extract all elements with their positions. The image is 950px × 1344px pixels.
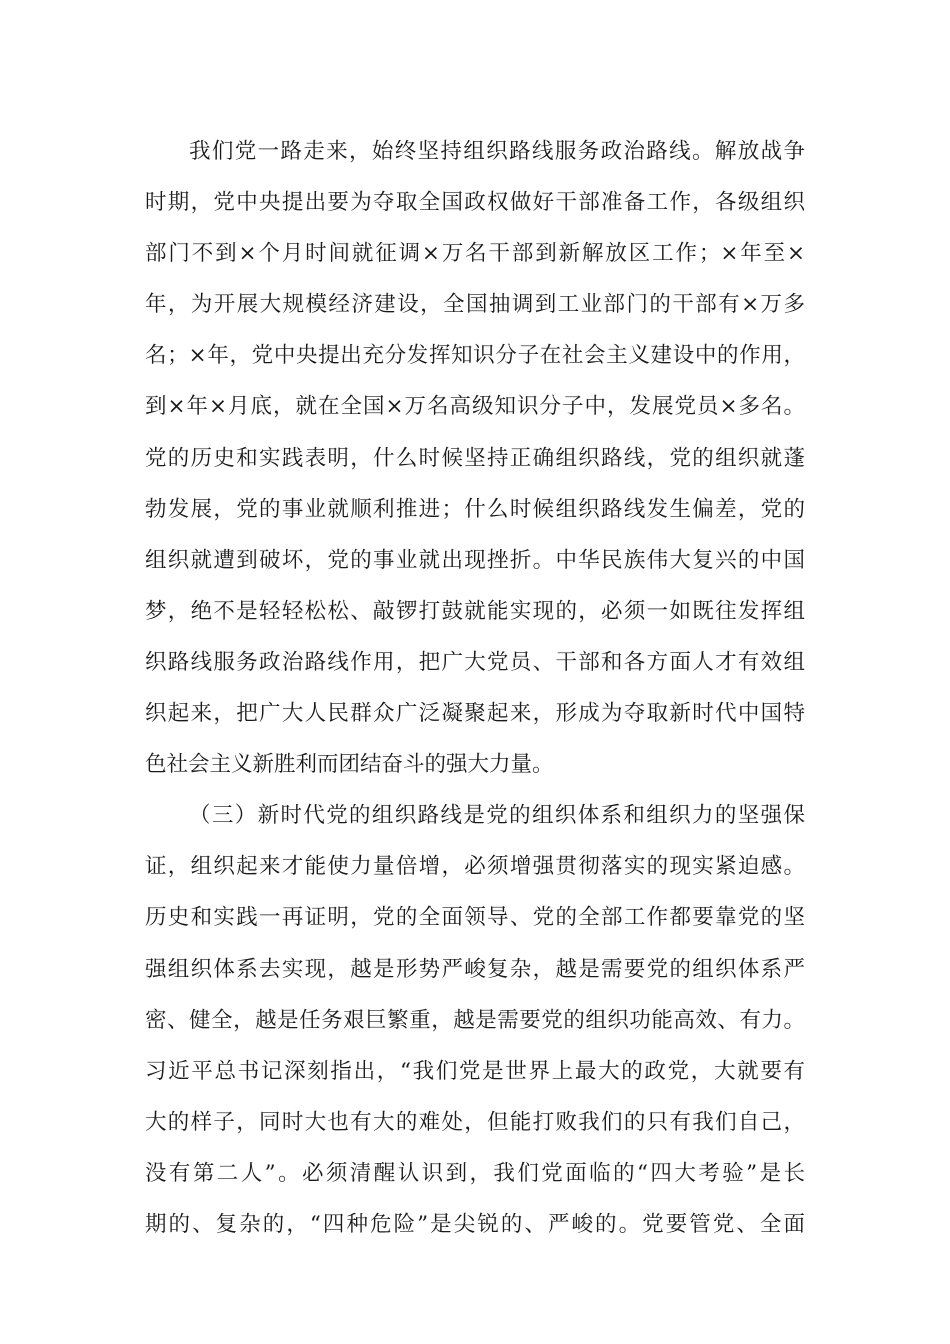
text-line: 组织就遭到破坏，党的事业就出现挫折。中华民族伟大复兴的中国 [145,547,805,573]
text-line: 梦，绝不是轻轻松松、敲锣打鼓就能实现的，必须一如既往发挥组 [145,598,805,624]
text-line: 织路线服务政治路线作用，把广大党员、干部和各方面人才有效组 [145,649,805,675]
text-line: （三）新时代党的组织路线是党的组织体系和组织力的坚强保 [189,803,805,829]
text-line: 时期，党中央提出要为夺取全国政权做好干部准备工作，各级组织 [145,190,805,216]
paragraph-history [145,132,805,796]
text-line: 党的历史和实践表明，什么时候坚持正确组织路线，党的组织就蓬 [145,445,805,471]
text-line: 勃发展，党的事业就顺利推进；什么时候组织路线发生偏差，党的 [145,496,805,522]
text-line: 我们党一路走来，始终坚持组织路线服务政治路线。解放战争 [189,139,805,164]
text-line: 年，为开展大规模经济建设，全国抽调到工业部门的干部有×万多 [145,292,805,318]
text-line: 强组织体系去实现，越是形势严峻复杂，越是需要党的组织体系严 [145,956,805,982]
text-line: 没有第二人”。必须清醒认识到，我们党面临的“四大考验”是长 [145,1160,805,1186]
text-line: 习近平总书记深刻指出，“我们党是世界上最大的政党，大就要有 [145,1058,805,1084]
paragraph-section-three [145,796,805,1256]
text-line: 部门不到×个月时间就征调×万名干部到新解放区工作；×年至× [145,241,805,267]
text-line: 密、健全，越是任务艰巨繁重，越是需要党的组织功能高效、有力。 [145,1007,805,1033]
text-line: 证，组织起来才能使力量倍增，必须增强贯彻落实的现实紧迫感。 [145,854,805,880]
text-line: 期的、复杂的，“四种危险”是尖锐的、严峻的。党要管党、全面 [145,1211,805,1237]
text-line: 色社会主义新胜利而团结奋斗的强大力量。 [145,752,554,778]
text-line: 到×年×月底，就在全国×万名高级知识分子中，发展党员×多名。 [145,394,805,420]
text-line: 名；×年，党中央提出充分发挥知识分子在社会主义建设中的作用， [145,343,805,369]
body-text [145,132,805,1256]
text-line: 织起来，把广大人民群众广泛凝聚起来，形成为夺取新时代中国特 [145,701,805,727]
text-line: 大的样子，同时大也有大的难处，但能打败我们的只有我们自己， [145,1109,805,1135]
text-line: 历史和实践一再证明，党的全面领导、党的全部工作都要靠党的坚 [145,905,805,931]
